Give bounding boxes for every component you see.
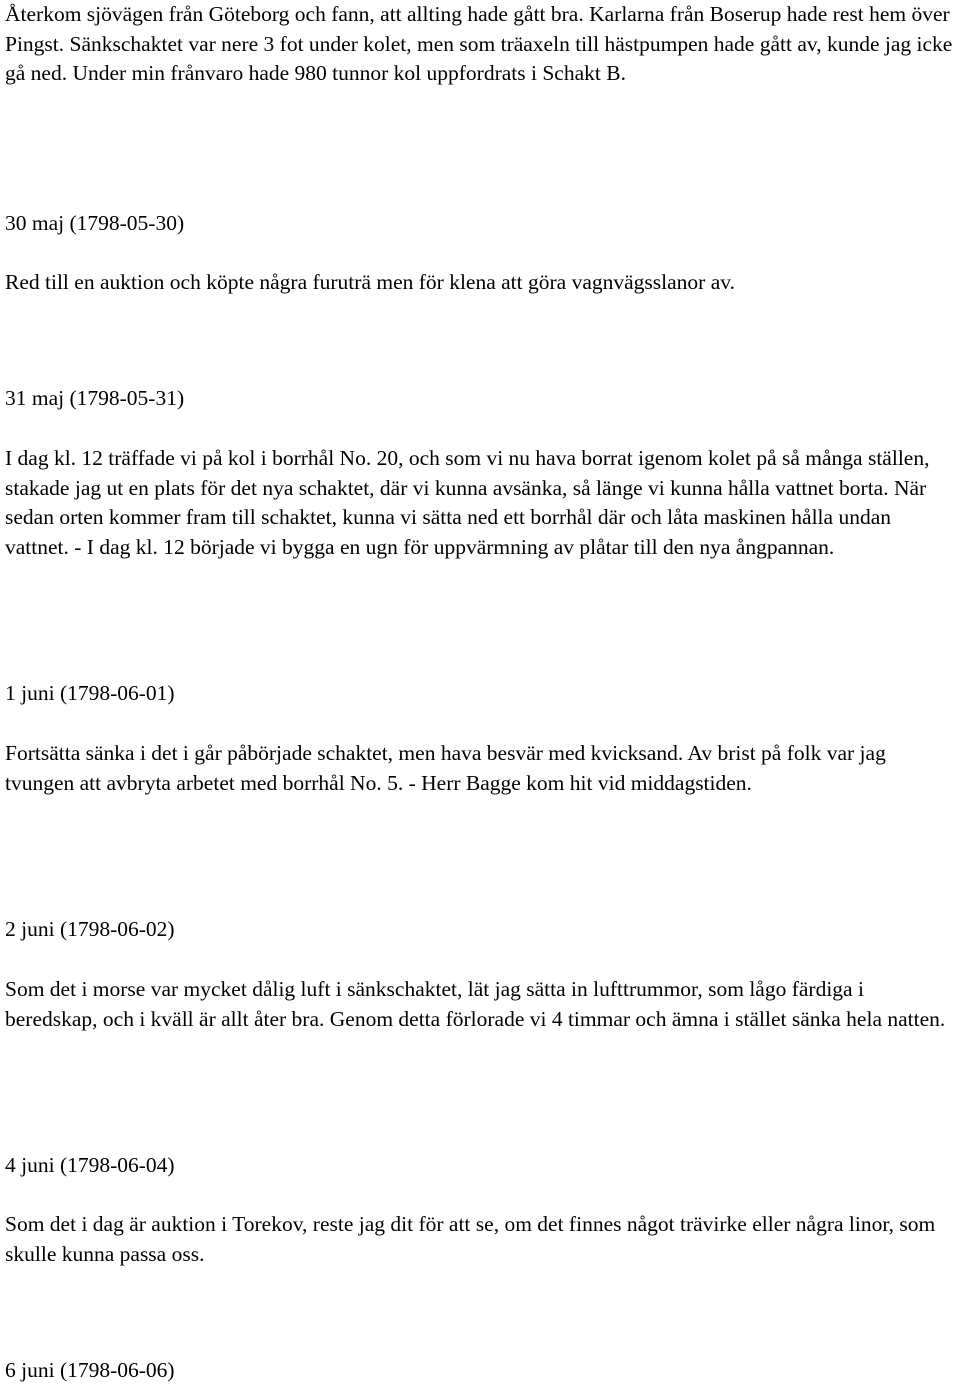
- entry-text: Som det i dag är auktion i Torekov, reste jag dit för att se, om det finnes något trävirke eller några linor, som skulle kunna passa oss.: [5, 1212, 936, 1266]
- intro-paragraph: Återkom sjövägen från Göteborg och fann, att allting hade gått bra. Karlarna från Boserup hade rest hem över Pingst. Sänkschaktet var nere 3 fot under kolet, men som träaxeln till hästpumpen hade gått av, kunde jag icke gå ned. Under min frånvaro hade 980 tunnor kol uppfordrats i Schakt B.: [5, 2, 953, 85]
- entry-date-heading: 30 maj (1798-05-30): [5, 211, 185, 235]
- entry-date-heading: 4 juni (1798-06-04): [5, 1153, 175, 1177]
- entry-text: I dag kl. 12 träffade vi på kol i borrhål No. 20, och som vi nu hava borrat igenom kolet på så många ställen, stakade jag ut en plats för det nya schaktet, där vi kunna avsänka, så länge vi kunna hålla vattnet borta. När sedan orten kommer fram till schaktet, kunna vi sätta ned ett borrhål där och låta maskinen hålla undan vattnet. - I dag kl. 12 började vi bygga en ugn för uppvärmning av plåtar till den nya ångpannan.: [5, 446, 930, 559]
- entry-text: Red till en auktion och köpte några furuträ men för klena att göra vagnvägsslanor av.: [5, 270, 735, 294]
- entry-date-heading: 6 juni (1798-06-06): [5, 1358, 175, 1382]
- entry-text: Fortsätta sänka i det i går påbörjade schaktet, men hava besvär med kvicksand. Av brist på folk var jag tvungen att avbryta arbetet med borrhål No. 5. - Herr Bagge kom hit vid middagstiden.: [5, 741, 886, 795]
- entry-date-heading: 2 juni (1798-06-02): [5, 917, 175, 941]
- entry-date-heading: 1 juni (1798-06-01): [5, 681, 175, 705]
- entry-text: Som det i morse var mycket dålig luft i sänkschaktet, lät jag sätta in lufttrummor, som lågo färdiga i beredskap, och i kväll är allt åter bra. Genom detta förlorade vi 4 timmar och ämna i stället sänka hela natten.: [5, 977, 946, 1031]
- entry-date-heading: 31 maj (1798-05-31): [5, 386, 185, 410]
